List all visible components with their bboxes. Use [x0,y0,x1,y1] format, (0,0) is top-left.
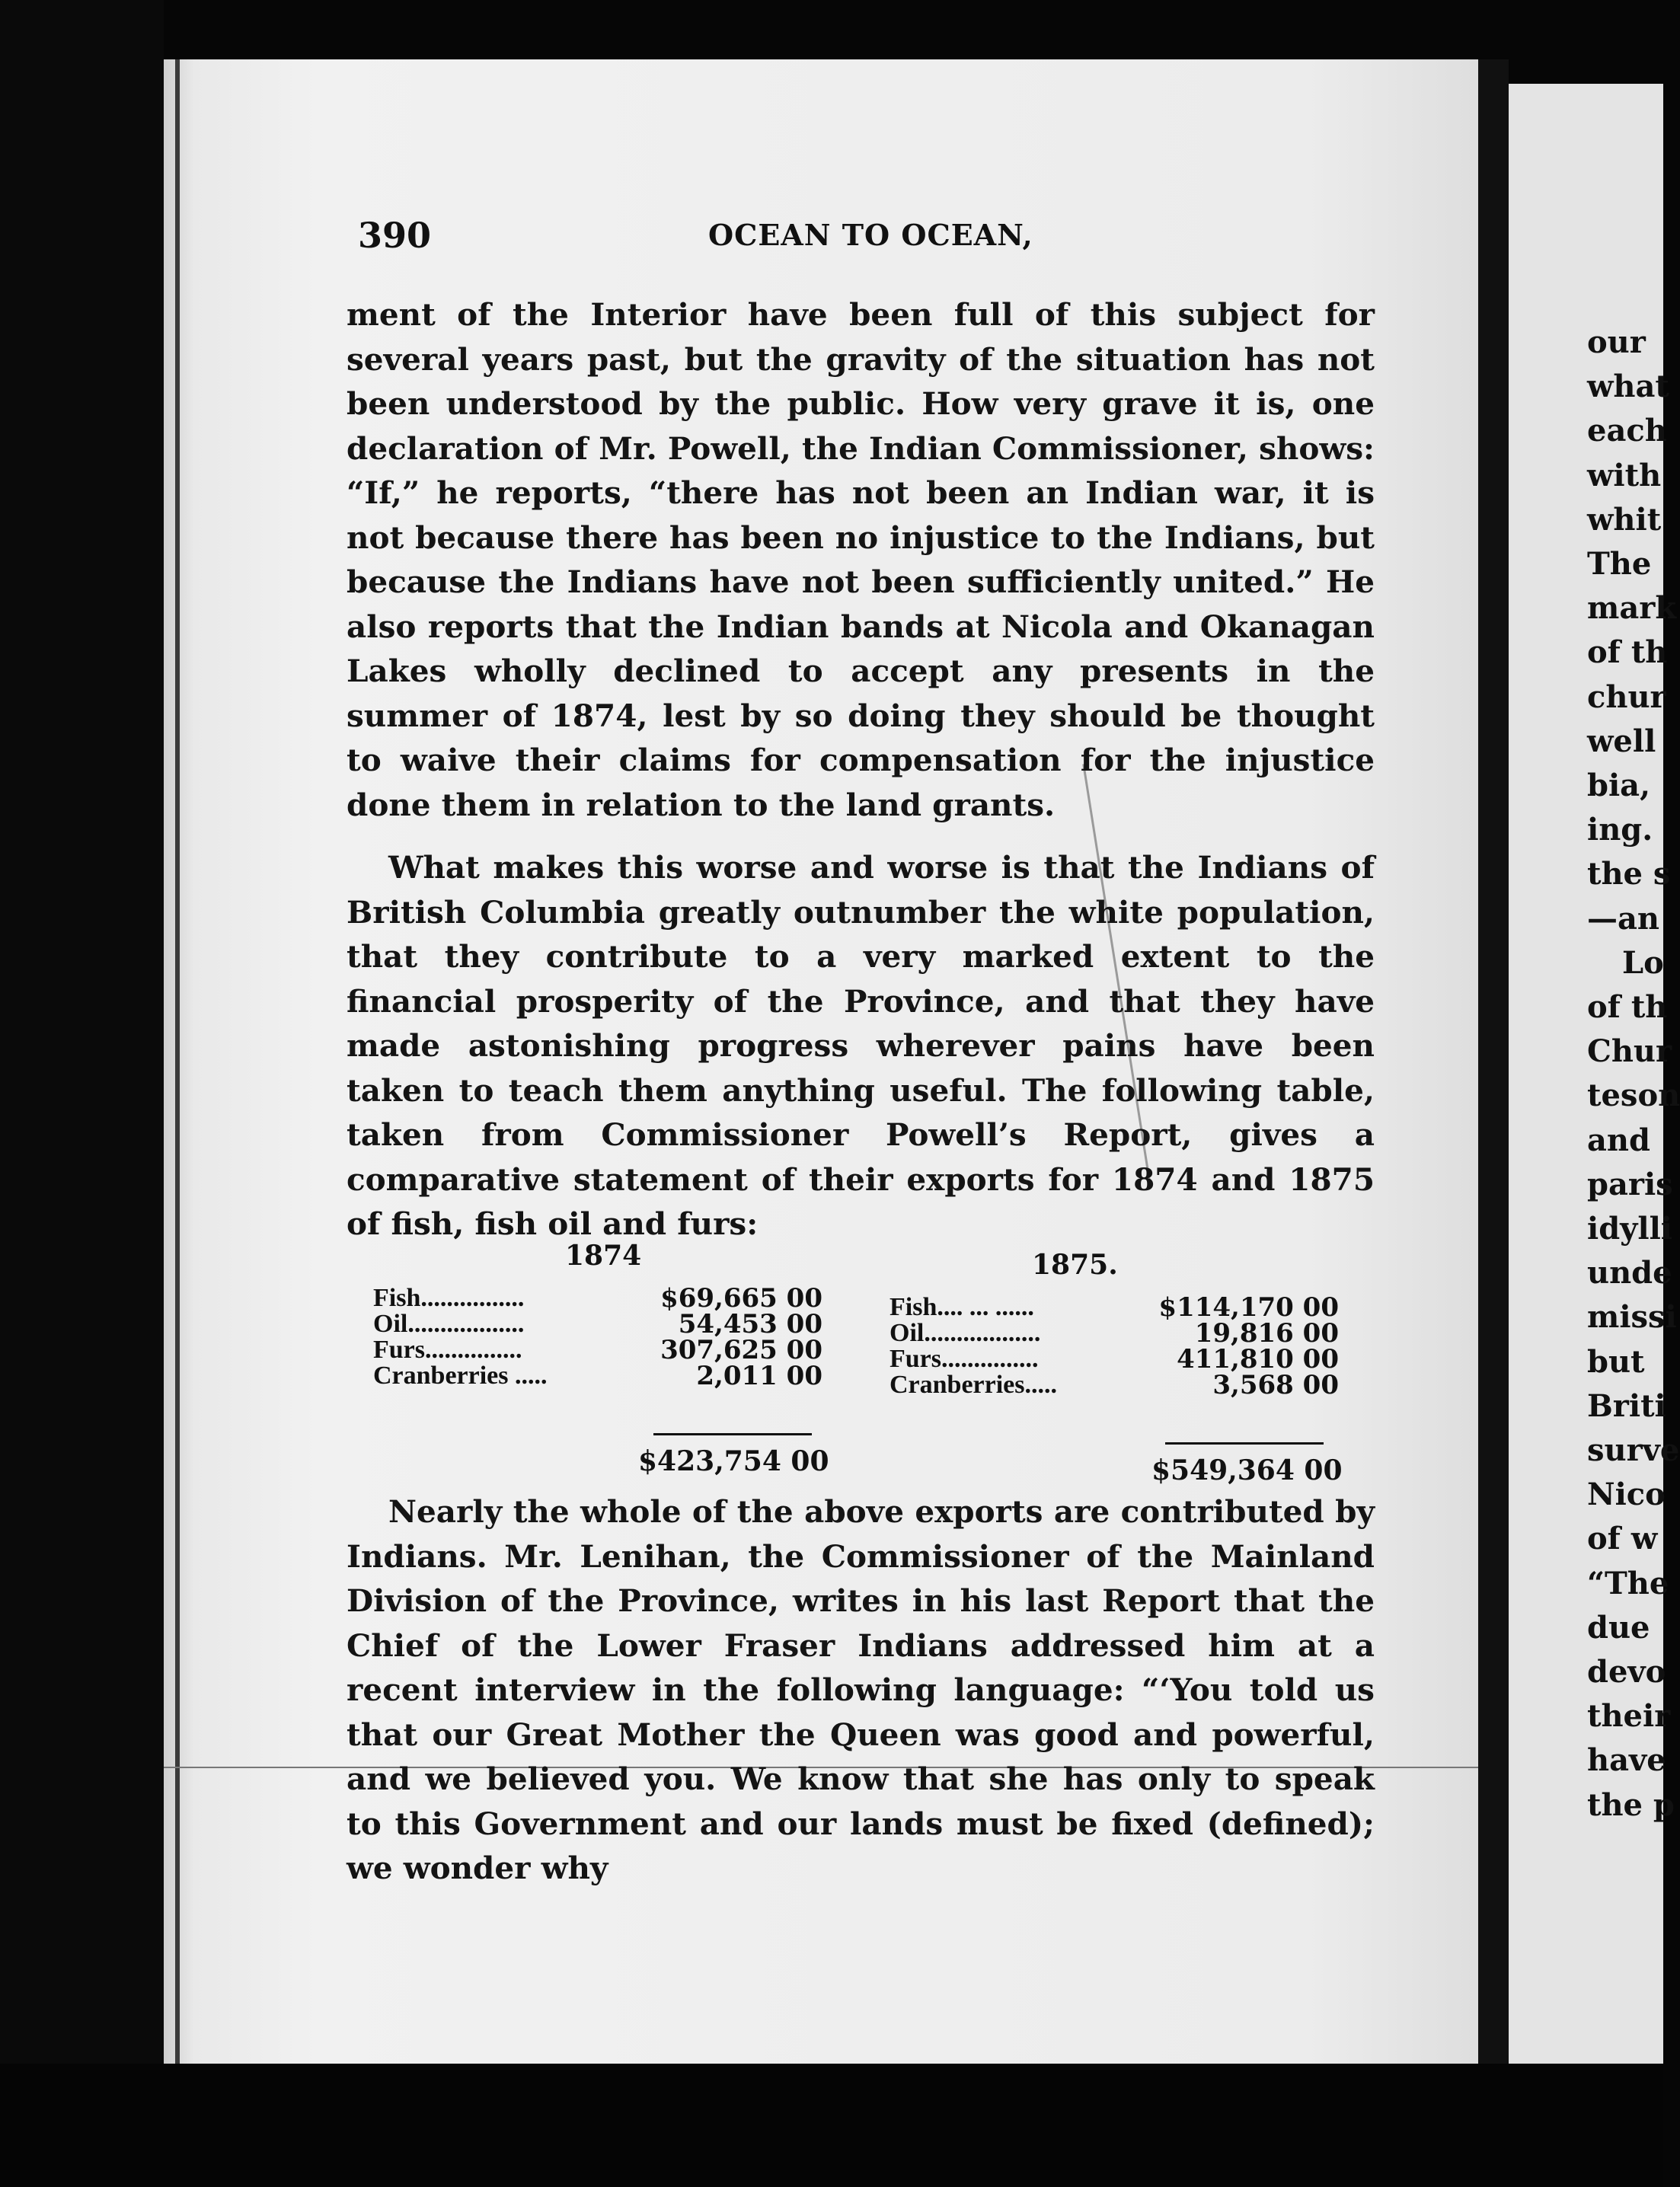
facing-page-line: paris [1587,1166,1673,1202]
facing-page-line: surve [1587,1432,1680,1468]
table-row: Fish................ $69,665 00 [373,1283,822,1314]
paragraph [347,845,1375,1247]
facing-page-line: missi [1587,1299,1677,1336]
facing-page-line: whit [1587,501,1662,538]
facing-page-line: Nico [1587,1477,1666,1513]
scan-dark-border [0,0,164,2187]
facing-page-line: bia, [1587,768,1651,803]
paragraph-text: ment of the Interior have been full of this subject for several years past, but the gravity of the situation has not been understood by the public. How very grave it is, one declaration of Mr. Powell, the Indian Commissioner, shows: “If,” he reports, “there has not been an Indian war, it is not because there has been no injustice to the Indians, but because the Indians have not been sufficiently united.” He also reports that the Indian bands at Nicola and Okanagan Lakes wholly declined to accept any presents in the summer of 1874, lest by so doing they should be thought to waive their claims for compensation for the injustice done them in relation to the land grants. [347,296,1375,823]
paragraph-text: What makes this worse and worse is that the Indians of British Columbia greatly outnumber the white population, that they contribute to a very marked extent to the financial prosperity of the Province, and that they have made astonishing progress wherever pains have been taken to teach them anything useful. The following table, taken from Commissioner Powell’s Report, gives a comparative statement of their exports for 1874 and 1875 of fish, fish oil and furs: [347,849,1375,1242]
facing-page-line: but [1587,1343,1645,1380]
facing-page-line: devo [1587,1654,1666,1690]
facing-page-line: ing. [1587,812,1653,848]
paragraph [347,292,1375,827]
facing-page-line: chur [1587,678,1666,715]
total-1874: $423,754 00 [638,1445,829,1477]
facing-page-line: their [1587,1698,1671,1735]
table-row: Cranberries ..... 2,011 00 [373,1361,822,1391]
facing-page-line: Lo [1622,944,1664,981]
facing-page-line: mark [1587,590,1677,627]
facing-page-line: each [1587,413,1667,449]
facing-page-line: the p [1587,1786,1675,1823]
year-heading: 1875. [1032,1249,1118,1281]
facing-page-line: our [1587,324,1646,360]
facing-page-line: with [1587,457,1662,493]
running-head [358,215,1371,260]
sum-rule [653,1433,812,1435]
exports-table-1875 [890,1292,1339,1400]
facing-page-line: “The [1587,1565,1669,1601]
table-row: Oil.................. 54,453 00 [373,1309,822,1339]
paragraph-text: Nearly the whole of the above exports are contributed by Indians. Mr. Lenihan, the Commissioner of the Mainland Division of the Province, writes in his last Report that the Chief of the Lower Fraser Indians addressed him at a recent interview in the following language: “‘You told us that our Great Mother the Queen was good and powerful, and we believed you. We know that she has only to speak to this Government and our lands must be fixed (defined); we wonder why [347,1493,1375,1886]
facing-page-line: The [1587,546,1652,582]
facing-page-line: of th [1587,634,1668,671]
page-edge [175,59,180,2064]
running-title: OCEAN TO OCEAN, [708,218,1033,252]
table-row: Oil.................. 19,816 00 [890,1318,1339,1349]
facing-page-line: and [1587,1122,1650,1158]
page-number: 390 [358,215,432,256]
facing-page-line: teson [1587,1078,1680,1114]
sum-rule [1165,1442,1324,1445]
total-1875: $549,364 00 [1151,1454,1343,1486]
table-row: Furs............... 307,625 00 [373,1335,822,1365]
table-row: Cranberries..... 3,568 00 [890,1370,1339,1400]
facing-page-line: due [1587,1609,1650,1646]
facing-page-line: unde [1587,1255,1672,1291]
facing-page-line: have [1587,1742,1666,1779]
scan-bottom-border [0,2064,1663,2187]
table-row: Fish.... ... ...... $114,170 00 [890,1292,1339,1323]
exports-table-1874 [373,1285,822,1389]
table-row: Furs............... 411,810 00 [890,1344,1339,1374]
year-heading: 1874 [565,1240,642,1272]
facing-page-line: —an [1587,900,1659,937]
facing-page-line: well [1587,723,1656,759]
facing-page-line: of w [1587,1521,1658,1557]
facing-page-line: Briti [1587,1387,1666,1424]
facing-page-line: of th [1587,989,1668,1025]
facing-page-line: idylli [1587,1211,1672,1247]
paragraph [347,1489,1375,1891]
facing-page-line: Chur [1587,1033,1672,1070]
book-gutter [1478,59,1509,2064]
facing-page-line: the s [1587,856,1671,892]
facing-page-line: what [1587,369,1669,405]
